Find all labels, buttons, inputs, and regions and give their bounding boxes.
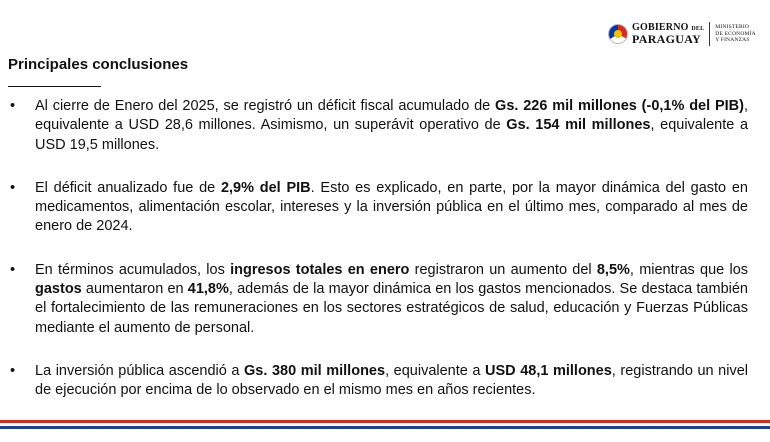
bullet-text: , mientras que los <box>629 261 749 278</box>
bullet-text: , equivalente a USD 28,6 millones. Asimismo, un superávit operativo de <box>35 98 748 134</box>
bullet-highlight: 8,5% <box>596 261 630 278</box>
bullet-text: , registrando un nivel de ejecución por encima de lo observado en el mismo mes en años recientes. <box>35 362 749 399</box>
bullet-icon: • <box>10 98 16 114</box>
bullet-icon: • <box>10 261 16 278</box>
ministry-line2: DE ECONOMÍA <box>715 30 756 37</box>
bullet-icon: • <box>10 362 16 379</box>
bullet-text: aumentaron en <box>81 281 188 298</box>
list-item <box>10 97 748 155</box>
bullet-highlight: ingresos totales en enero <box>230 261 410 278</box>
bullet-text: , equivalente a USD 19,5 millones. <box>35 117 749 153</box>
blue-stripe <box>0 426 770 429</box>
bullet-text: En términos acumulados, los <box>35 261 231 278</box>
bullet-text: La inversión pública ascendió a <box>35 362 245 379</box>
ministry-line1: MINISTERIO <box>715 23 750 30</box>
gob-del: DEL <box>691 26 705 32</box>
bullet-highlight: Gs. 380 mil millones <box>244 362 386 379</box>
bullet-text: El déficit anualizado fue de <box>35 179 221 196</box>
list-item <box>10 179 748 237</box>
gob-line1: GOBIERNO <box>632 22 689 33</box>
list-item <box>10 362 748 401</box>
bullet-text: , equivalente a <box>385 362 486 379</box>
gob-line2: PARAGUAY <box>632 32 702 46</box>
section-title: Principales conclusiones <box>8 56 189 73</box>
bullet-text: . Esto es explicado, en parte, por la mayor dinámica del gasto en medicamentos, alimentación escolar, intereses y la inversión pública en el último mes, comparado al mes de enero de 2024. <box>35 179 748 235</box>
bullet-highlight: Gs. 226 mil millones (-0,1% del PIB) <box>495 98 744 114</box>
title-underline <box>8 86 101 87</box>
bullet-text: , además de la mayor dinámica en los gastos mencionados. Se destaca también el fortalecimiento de las remuneraciones en los sectores estratégicos de salud, educación y Fuerzas Públicas mediante el aumento de personal. <box>35 281 748 336</box>
bullet-highlight: Gs. 154 mil millones <box>506 117 651 134</box>
bullet-icon: • <box>10 179 16 196</box>
flag-stripes <box>0 420 770 429</box>
list-item <box>10 261 748 338</box>
bullet-text: Al cierre de Enero del 2025, se registró un déficit fiscal acumulado de <box>35 98 496 114</box>
bullet-highlight: USD 48,1 millones <box>485 362 612 379</box>
bullet-highlight: 2,9% del PIB <box>220 179 311 196</box>
government-name <box>632 23 704 45</box>
ministry-name <box>715 24 756 45</box>
conclusions-list <box>10 97 748 401</box>
bullet-highlight: 41,8% <box>187 281 229 298</box>
bullet-text: registraron un aumento del <box>409 261 597 278</box>
bullet-highlight: gastos <box>35 281 82 298</box>
ministry-line3: Y FINANZAS <box>715 37 750 44</box>
logo-divider <box>709 22 710 46</box>
national-seal-icon <box>608 24 628 44</box>
government-logo <box>608 22 756 46</box>
